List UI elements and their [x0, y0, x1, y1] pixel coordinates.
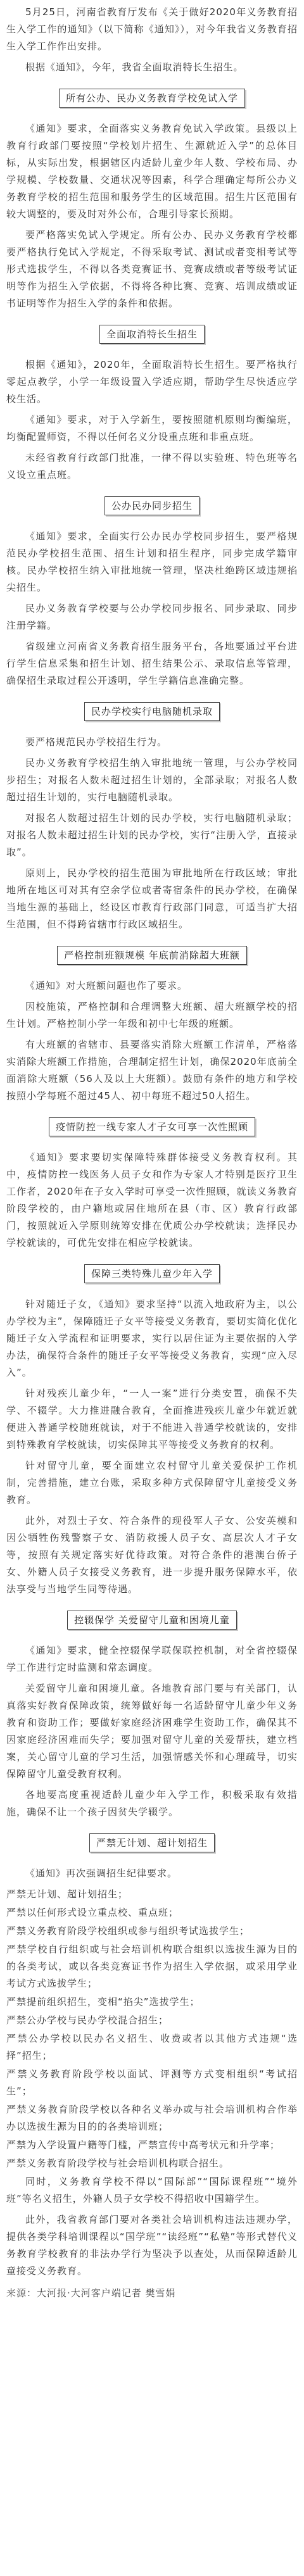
section-paragraph: 《通知》要求要切实保障特殊群体接受义务教育权利。其中，疫情防控一线医务人员子女和作为专家人才特别是医疗卫生工作者，2020年在子女入学时可享受一次性照顾，就读义务教育阶段学校的，由户籍地或居住地所在县（市、区）教育行政部门，按照就近入学原则统筹安排在优质公办学校就读；选择民办学校就读的，可优先安排在相应学校就读。	[6, 1152, 298, 1248]
section-paragraph: 《通知》对大班额问题也作了要求。	[25, 980, 188, 991]
discipline-item: 严禁学校自行组织或与社会培训机构联合组织以选拔生源为目的的各类考试，或以各类竞赛证书作为招生入学依据，或采用学业考试方式选拔学生；	[6, 1944, 298, 1989]
section-heading: 疫情防控一线专家人才子女可享一次性照顾	[49, 1117, 255, 1136]
section-heading: 民办学校实行电脑随机录取	[84, 702, 220, 721]
section-heading-wrap	[6, 89, 298, 108]
section-paragraph: 因校施策，严格控制和合理调整大班额、超大班额学校的招生计划。严格控制小学一年级和初中七年级的班额。	[6, 1001, 298, 1029]
section-paragraph: 民办义务教育学校招生纳入审批地统一管理，与公办学校同步招生；对报名人数未超过招生计划的，全部录取；对报名人数超过招生计划的，实行电脑随机录取。	[6, 757, 298, 803]
discipline-item: 严禁义务教育阶段学校以面试、评测等方式变相组织“考试招生”；	[6, 2068, 298, 2097]
section-heading: 公办民办同步招生	[104, 496, 200, 515]
section-paragraph: 有大班额的省辖市、县要落实消除大班额工作清单，严格落实消除大班额工作措施，合理制定招生计划，确保2020年底前全面消除大班额（56人及以上大班额）。鼓励有条件的地方和学校按照小学每班不超过45人、初中每班不超过50人招生。	[6, 1039, 298, 1102]
discipline-item: 严禁提前组织招生，变相“掐尖”选拔学生；	[6, 1996, 200, 2007]
section-paragraph: 关爱留守儿童和困境儿童。各地教育部门要与有关部门，认真落实好教育保障政策，统筹做好每一名适龄留守儿童少年义务教育和资助工作；要做好家庭经济困难学生资助工作，确保其不因家庭经济困难而失学；要加强对留守儿童的关爱帮扶，建立档案，关心留守儿童的学习生活，加强情感关怀和心理疏导，切实保障留守儿童受教育权利。	[6, 1683, 298, 1780]
section-paragraph: 《通知》要求，全面实行公办民办学校同步招生，要严格规范民办学校招生范围、招生计划和招生程序，同步完成学籍审核。民办学校招生纳入审批地统一管理，坚决杜绝跨区域违规掐尖招生。	[6, 531, 298, 593]
section-heading-wrap	[6, 1833, 298, 1852]
section-heading-wrap	[6, 1117, 298, 1136]
section-heading-wrap	[6, 496, 298, 515]
section-paragraph: 根据《通知》，2020年，全面取消特长生招生。要严格执行零起点教学，小学一年级设置入学适应期，帮助学生尽快适应学校生活。	[6, 359, 298, 405]
section-paragraph: 民办义务教育学校要与公办学校同步报名、同步录取、同步注册学籍。	[6, 603, 298, 631]
section-heading: 全面取消特长生招生	[99, 325, 205, 344]
section-heading-wrap	[6, 702, 298, 721]
section-paragraph: 此外，对烈士子女、符合条件的现役军人子女、公安英模和因公牺牲伤残警察子女、消防救援人员子女、高层次人才子女等，按照有关规定落实好优待政策。对符合条件的港澳台侨子女、外籍人员子女接受义务教育，进一步提升服务保障水平，依法享受与当地学生同等待遇。	[6, 1515, 298, 1595]
discipline-item: 严禁为入学设置户籍等门槛，严禁宣传中高考状元和升学率；	[6, 2139, 281, 2151]
discipline-item: 严禁无计划、超计划招生；	[6, 1888, 129, 1900]
section-paragraph: 省级建立河南省义务教育招生服务平台，各地要通过平台进行学生信息采集和招生计划、招生结果公示、录取信息等管理，确保招生录取过程公开透明，学生学籍信息准确完整。	[6, 641, 298, 686]
section-paragraph: 针对随迁子女，《通知》要求坚持“以流入地政府为主，以公办学校为主”，保障随迁子女平等接受义务教育，要切实简化优化随迁子女入学流程和证明要求，实行以居住证为主要依据的入学办法，确保符合条件的随迁子女平等接受义务教育，实现“应入尽入”。	[6, 1298, 298, 1378]
section-paragraph: 各地要高度重视适龄儿童少年入学工作，积极采取有效措施，确保不让一个孩子因贫失学辍学。	[6, 1789, 298, 1818]
discipline-item: 严禁公办学校以民办名义招生、收费或者以其他方式违规“选择”招生；	[6, 2033, 298, 2061]
section-heading: 严格控制班额规模 年底前消除超大班额	[57, 946, 247, 965]
section-paragraph: 此外，我省教育部门要对各类社会培训机构违法违规办学，提供各类学科培训课程以“国学班”“读经班”“私塾”等形式替代义务教育学校教育的非法办学行为坚决予以查处，从而保障适龄儿童接受义务教育。	[6, 2214, 298, 2277]
intro-paragraph: 5月25日，河南省教育厅发布《关于做好2020年义务教育招生入学工作的通知》（以下简称《通知》），对今年我省义务教育招生入学工作作出安排。	[6, 6, 298, 52]
section-heading: 所有公办、民办义务教育学校免试入学	[59, 89, 245, 108]
discipline-item: 严禁义务教育阶段学校组织或参与组织考试选拔学生；	[6, 1925, 250, 1937]
section-heading: 严禁无计划、超计划招生	[89, 1833, 215, 1852]
section-paragraph: 对报名人数超过招生计划的民办学校，实行电脑随机录取；对报名人数未超过招生计划的民办学校，实行“注册入学，直接录取”。	[6, 812, 298, 858]
section-heading-wrap	[6, 946, 298, 965]
section-heading-wrap	[6, 1611, 298, 1630]
intro-paragraph: 根据《通知》，今年，我省全面取消特长生招生。	[25, 61, 244, 73]
section-paragraph: 《通知》要求，全面落实义务教育免试入学政策。县级以上教育行政部门要按照“学校划片招生、生源就近入学”的总体目标，从实际出发，根据辖区内适龄儿童少年人数、学校布局、办学规模、学校数量、交通状况等因素，科学合理确定每所公办义务教育学校的招生范围和服务学生的区域范围。招生片区范围有较大调整的，要及时对外公布，合理引导家长预期。	[6, 123, 298, 220]
section-heading: 保障三类特殊儿童少年入学	[84, 1264, 220, 1283]
section-paragraph: 针对残疾儿童少年，“一人一案”进行分类安置，确保不失学、不辍学。大力推进融合教育，全面推进残疾儿童少年就近就便进入普通学校随班就读，对于不能进入普通学校就读的，安排到特殊教育学校就读，切实保障其平等接受义务教育的权利。	[6, 1388, 298, 1450]
source-credit: 来源：大河报·大河客户端记者 樊雪娟	[6, 2287, 176, 2299]
section-paragraph: 《通知》再次强调招生纪律要求。	[25, 1868, 178, 1879]
section-paragraph: 要严格落实免试入学规定。所有公办、民办义务教育学校都要严格执行免试入学规定，不得采取考试、测试或者变相考试等形式选拔学生，不得以各类竞赛证书、竞赛成绩或者等级考试证明等作为招生入学依据，不得将各种比赛、竞赛、培训成绩或证书证明等作为招生入学的条件和依据。	[6, 229, 298, 309]
section-paragraph: 《通知》要求，健全控辍保学联保联控机制，对全省控辍保学工作进行定时监测和常态调度。	[6, 1645, 298, 1673]
section-paragraph: 要严格规范民办学校招生行为。	[25, 736, 168, 748]
discipline-item: 严禁以任何形式设立重点校、重点班；	[6, 1907, 179, 1918]
section-heading-wrap	[6, 325, 298, 344]
section-paragraph: 同时，义务教育学校不得以“国际部”“国际课程班”“境外班”等名义招生，外籍人员子女学校不得招收中国籍学生。	[6, 2176, 298, 2204]
section-paragraph: 《通知》要求，对于入学新生，要按照随机原则均衡编班，均衡配置师资，不得以任何名义分设重点班和非重点班。	[6, 414, 298, 443]
section-heading: 控辍保学 关爱留守儿童和困境儿童	[67, 1611, 237, 1630]
section-paragraph: 针对留守儿童，要全面建立农村留守儿童关爱保护工作机制，完善措施，建立台账，采取多种方式保障留守儿童接受义务教育。	[6, 1460, 298, 1505]
discipline-item: 严禁义务教育阶段学校以各种名义举办或与社会培训机构合作举办以选拔生源为目的的各类培训班；	[6, 2104, 298, 2132]
discipline-item: 严禁义务教育阶段学校与社会培训机构联合招生。	[6, 2158, 230, 2169]
discipline-item: 严禁公办学校与民办学校混合招生；	[6, 2014, 169, 2026]
section-heading-wrap	[6, 1264, 298, 1283]
section-paragraph: 原则上，民办学校的招生范围为审批地所在行政区域；审批地所在地区可对其有空余学位或者寄宿条件的民办学校，在确保当地生源的基础上，经设区市教育行政部门同意，可适当扩大招生范围，但不得跨省辖市行政区域招生。	[6, 867, 298, 930]
section-paragraph: 未经省教育行政部门批准，一律不得以实验班、特色班等名义设立重点班。	[6, 452, 298, 481]
